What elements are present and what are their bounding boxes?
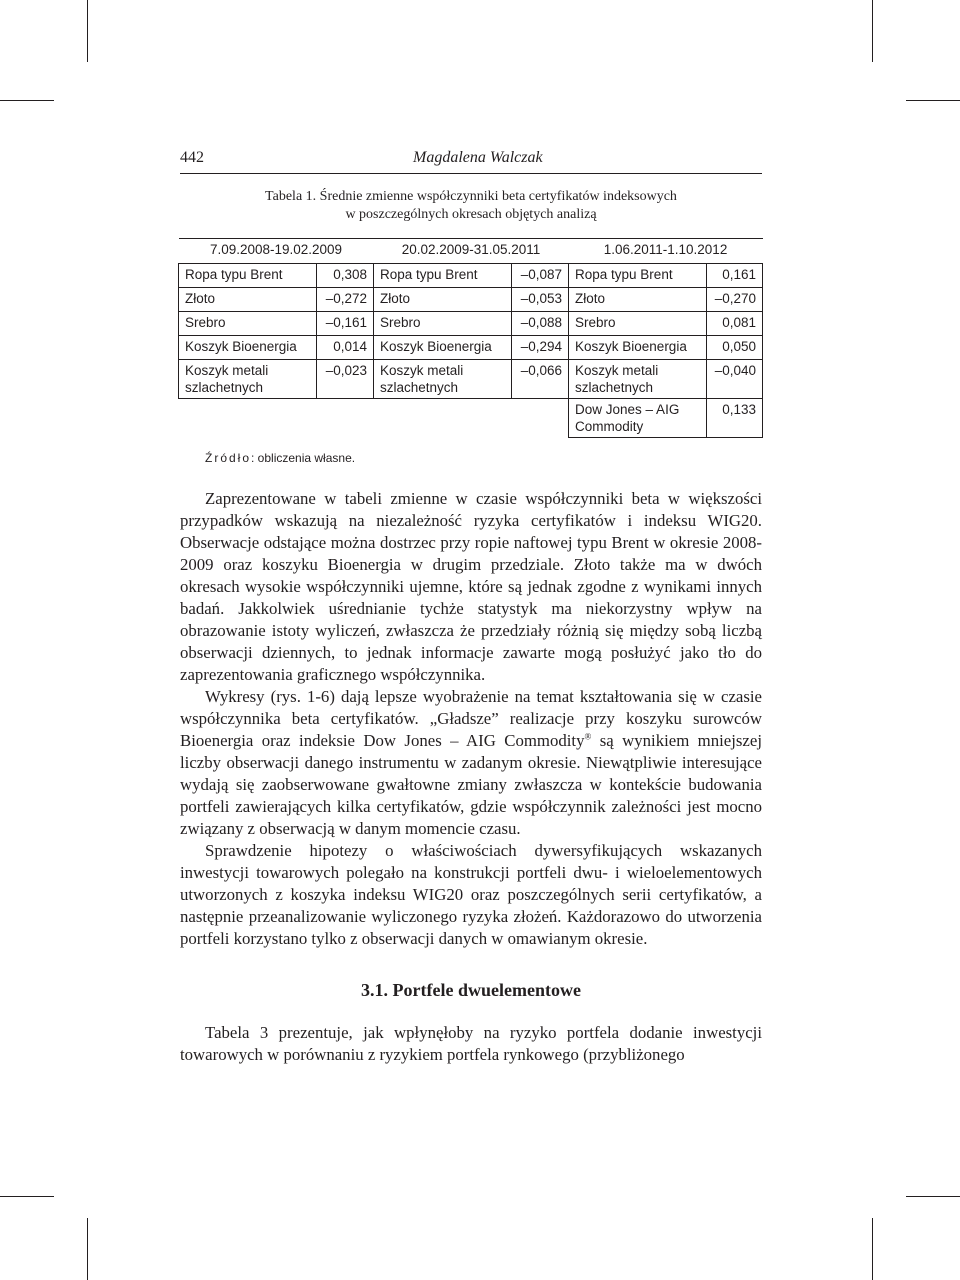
table-cell: –0,270: [707, 288, 763, 312]
table-row: [179, 336, 763, 360]
table-cell: –0,066: [512, 360, 569, 399]
table-source-note: [205, 451, 355, 465]
table-row: [179, 288, 763, 312]
paragraph: Zaprezentowane w tabeli zmienne w czasie współczynniki beta w większości przypadków wskazują na niezależność ryzyka certyfikatów i indeksu WIG20. Obserwacje odstające można dostrzec przy ropie naftowej typu Brent w okresie 2008-2009 oraz koszyku Bioenergia w drugim przedziale. Złoto także ma w dwóch okresach wysokie współczynniki ujemne, które są jednak zgodne z wynikami innych badań. Jakkolwiek uśrednianie tychże statystyk ma niekorzystny wpływ na obrazowanie istoty wyliczeń, zwłaszcza że przedziały różnią się między sobą liczbą obserwacji dziennych, to jednak informacje zawarte mogą posłużyć jako tło do zaprezentowania graficznego współczynnika.: [180, 489, 762, 684]
paragraph: Sprawdzenie hipotezy o właściwościach dywersyfikujących wskazanych inwestycji towarowych polegało na konstrukcji portfeli dwu- i wieloelementowych utworzonych z koszyka indeksu WIG20 oraz poszczególnych serii certyfikatów, a następnie przeanalizowanie wyliczonego ryzyka złożeń. Każdorazowo do utworzenia portfeli korzystano tylko z obserwacji danych w omawianym okresie.: [180, 841, 762, 948]
registered-mark: ®: [584, 731, 592, 742]
table-cell: 0,014: [317, 336, 374, 360]
table-row: [179, 399, 763, 438]
body-text: [180, 488, 762, 950]
table-row: [179, 312, 763, 336]
table-cell: 0,133: [707, 399, 763, 438]
table-cell: Złoto: [569, 288, 707, 312]
table-cell: 0,081: [707, 312, 763, 336]
table-cell: –0,272: [317, 288, 374, 312]
crop-mark: [906, 1196, 960, 1197]
period-header: 20.02.2009-31.05.2011: [374, 239, 569, 264]
crop-mark: [872, 0, 873, 62]
body-text: [180, 1022, 762, 1066]
running-head: [180, 147, 762, 174]
table-cell: –0,040: [707, 360, 763, 399]
table-cell: Złoto: [374, 288, 512, 312]
table-cell: Srebro: [569, 312, 707, 336]
paragraph: Tabela 3 prezentuje, jak wpłynęłoby na ryzyko portfela dodanie inwestycji towarowych w porównaniu z ryzykiem portfela rynkowego (przybliżonego: [180, 1023, 762, 1064]
table-cell: Złoto: [179, 288, 317, 312]
table-caption-line: Tabela 1. Średnie zmienne współczynniki beta certyfikatów indeksowych: [265, 189, 677, 204]
table-header-row: [179, 239, 763, 264]
table-cell: Ropa typu Brent: [569, 264, 707, 288]
table-cell: Ropa typu Brent: [374, 264, 512, 288]
table-cell: –0,088: [512, 312, 569, 336]
table-cell: –0,023: [317, 360, 374, 399]
table-cell: 0,161: [707, 264, 763, 288]
table-cell: Dow Jones – AIG Commodity: [569, 399, 707, 438]
paragraph: [180, 686, 762, 840]
table-cell: –0,294: [512, 336, 569, 360]
crop-mark: [0, 100, 54, 101]
period-header: 1.06.2011-1.10.2012: [569, 239, 763, 264]
table-cell: 0,308: [317, 264, 374, 288]
section-heading: 3.1. Portfele dwuelementowe: [361, 980, 581, 1000]
table-cell: 0,050: [707, 336, 763, 360]
crop-mark: [87, 1218, 88, 1280]
source-label: Źródło: [205, 451, 252, 465]
table-caption-line: w poszczególnych okresach objętych analizą: [345, 207, 597, 222]
table-cell-empty: [374, 399, 512, 438]
running-head-author: Magdalena Walczak: [413, 149, 543, 166]
table-row: [179, 264, 763, 288]
table-cell: Koszyk Bioenergia: [179, 336, 317, 360]
table-cell: Koszyk metali szlachetnych: [179, 360, 317, 399]
table-row: [179, 360, 763, 399]
beta-table: [178, 238, 763, 438]
crop-mark: [872, 1218, 873, 1280]
table-cell: Koszyk Bioenergia: [569, 336, 707, 360]
table-cell: Srebro: [374, 312, 512, 336]
table-cell: –0,053: [512, 288, 569, 312]
crop-mark: [906, 100, 960, 101]
page-number: 442: [180, 149, 204, 166]
period-header: 7.09.2008-19.02.2009: [179, 239, 374, 264]
crop-mark: [0, 1196, 54, 1197]
source-text: : obliczenia własne.: [251, 451, 356, 465]
table-cell-empty: [317, 399, 374, 438]
table-cell-empty: [179, 399, 317, 438]
table-cell: Koszyk metali szlachetnych: [569, 360, 707, 399]
table-cell: Srebro: [179, 312, 317, 336]
table-caption: [180, 188, 762, 224]
crop-mark: [87, 0, 88, 62]
table-cell: Ropa typu Brent: [179, 264, 317, 288]
table-cell: –0,087: [512, 264, 569, 288]
paragraph-text: Wykresy (rys. 1-6) dają lepsze wyobrażenie na temat kształtowania się w czasie współczynnika beta certyfikatów. „Gładsze” realizacje przy koszyku surowców Bioenergia oraz indeksie Dow Jones – AIG Commodity: [180, 687, 762, 750]
table-cell: –0,161: [317, 312, 374, 336]
table-cell-empty: [512, 399, 569, 438]
paragraph-text: są wynikiem mniejszej liczby obserwacji danego instrumentu w zadanym okresie. Niewątpliwie interesujące wydają się zaobserwowane gwałtowne zmiany zwłaszcza w kontekście budowania portfeli zawierających kilka certyfikatów, gdzie współczynnik zależności jest mocno związany z obserwacją w danym momencie czasu.: [180, 731, 762, 838]
table-cell: Koszyk Bioenergia: [374, 336, 512, 360]
table-cell: Koszyk metali szlachetnych: [374, 360, 512, 399]
